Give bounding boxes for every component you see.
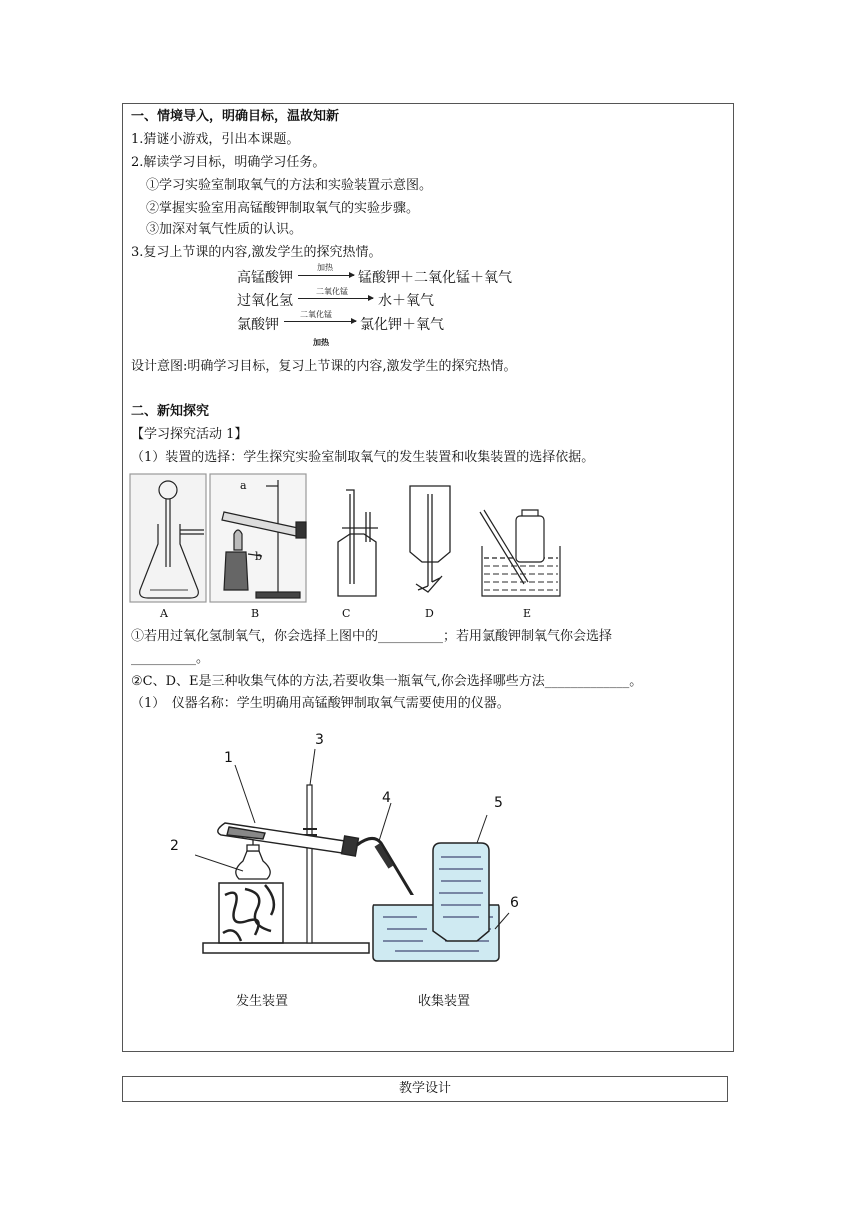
question-apparatus-selection: （1）装置的选择：学生探究实验室制取氧气的发生装置和收集装置的选择依据。	[131, 450, 595, 465]
diagram-number-1: 1	[224, 750, 233, 766]
activity-title: 【学习探究活动 1】	[131, 427, 248, 442]
question-1-line-1: ①若用过氧化氢制氧气，你会选择上图中的__________；若用氯酸钾制氧气你会选择	[131, 629, 613, 644]
section1-item-3: 3.复习上节课的内容,激发学生的探究热情。	[131, 245, 382, 260]
apparatus-label-e: E	[523, 607, 532, 620]
goal-1: ①学习实验室制取氧气的方法和实验装置示意图。	[146, 178, 433, 193]
caption-collection-apparatus: 收集装置	[418, 994, 471, 1009]
question-instrument-names: （1） 仪器名称：学生明确用高锰酸钾制取氧气需要使用的仪器。	[131, 696, 510, 711]
equation-1-product: 锰酸钾＋二氧化锰＋氧气	[358, 270, 512, 286]
equation-2-condition: 二氧化锰	[316, 287, 348, 296]
apparatus-c-drawing	[338, 490, 378, 596]
apparatus-label-d: D	[425, 607, 434, 620]
equation-3-condition: 二氧化锰	[300, 310, 332, 319]
apparatus-label-a: A	[160, 607, 168, 620]
question-1-line-2: __________。	[131, 651, 210, 666]
equation-1-condition: 加热	[317, 263, 333, 272]
equation-1-reactant: 高锰酸钾	[237, 270, 293, 286]
apparatus-d-drawing	[410, 486, 450, 592]
goal-2: ②掌握实验室用高锰酸钾制取氧气的实验步骤。	[146, 201, 420, 216]
equation-3-product: 氯化钾＋氧气	[360, 317, 444, 333]
diagram-number-6: 6	[510, 895, 519, 911]
section1-heading: 一、情境导入，明确目标，温故知新	[131, 109, 340, 124]
gas-collecting-bottle	[433, 843, 489, 941]
apparatus-mark-a: a	[240, 479, 247, 492]
section2-heading: 二、新知探究	[131, 404, 210, 419]
equation-3-reactant: 氯酸钾	[237, 317, 279, 333]
section1-item-2: 2.解读学习目标，明确学习任务。	[131, 155, 326, 170]
equation-1-arrow	[298, 275, 354, 276]
caption-generation-apparatus: 发生装置	[236, 994, 289, 1009]
teaching-design-title: 教学设计	[122, 1076, 728, 1102]
apparatus-e-drawing	[480, 510, 560, 596]
apparatus-label-b: B	[251, 607, 260, 620]
wood-block	[219, 883, 283, 943]
design-intent: 设计意图:明确学习目标，复习上节课的内容,激发学生的探究热情。	[131, 359, 517, 374]
apparatus-label-c: C	[342, 607, 351, 620]
diagram-number-5: 5	[494, 795, 503, 811]
equation-3-below-condition: 加热	[313, 338, 329, 347]
equation-2-arrow	[298, 298, 373, 299]
oxygen-preparation-diagram	[195, 745, 525, 970]
goal-3: ③加深对氧气性质的认识。	[146, 222, 303, 237]
equation-3-arrow	[284, 321, 356, 322]
question-2: ②C、D、E是三种收集气体的方法,若要收集一瓶氧气,你会选择哪些方法_____________。	[131, 674, 643, 689]
equation-2-product: 水＋氧气	[378, 293, 434, 309]
section1-item-1: 1.猜谜小游戏，引出本课题。	[131, 132, 300, 147]
diagram-number-4: 4	[382, 790, 391, 806]
apparatus-figure	[128, 472, 578, 610]
apparatus-b-drawing	[210, 474, 306, 602]
diagram-number-3: 3	[315, 732, 324, 748]
diagram-number-2: 2	[170, 838, 179, 854]
test-tube	[218, 823, 359, 856]
apparatus-mark-b: b	[255, 550, 263, 563]
equation-2-reactant: 过氧化氢	[237, 293, 293, 309]
apparatus-a-drawing	[130, 474, 206, 602]
